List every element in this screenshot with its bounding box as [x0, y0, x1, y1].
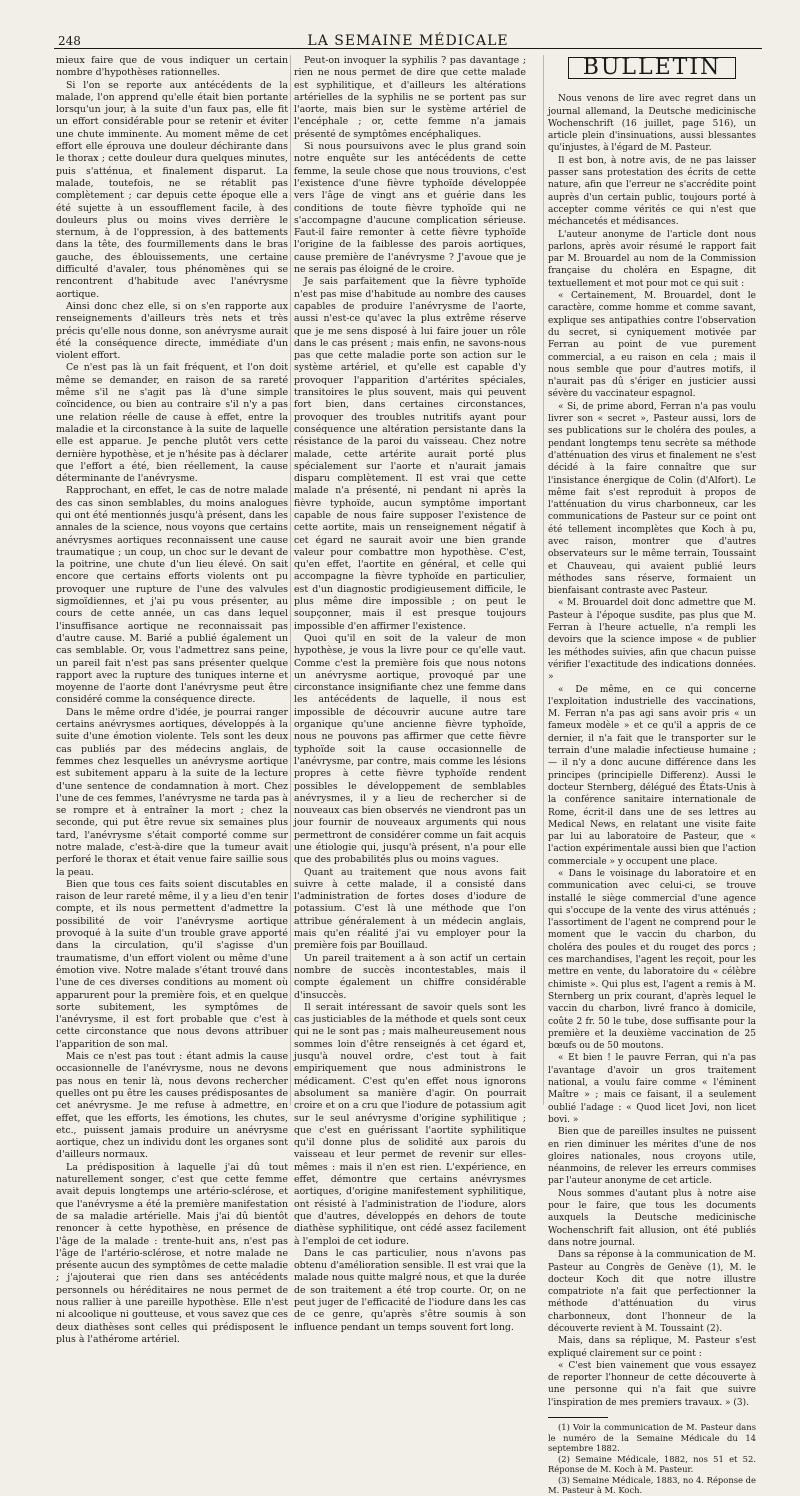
paragraph: Quoi qu'il en soit de la valeur de mon hypothèse, je vous la livre pour ce qu'elle vaut. Comme c'est la première fois que nous notons un anévrysme aortique, provoqué par une circonstance insignifiante chez une femme dans les antécédents de laquelle, il nous est impossible de découvrir aucune autre tare organique qu'une ancienne fièvre typhoïde, nous ne pouvons pas affirmer que cette fièvre typhoïde soit la cause occasionnelle de l'anévrysme, par contre, mais comme les lésions propres à cette fièvre typhoïde rendent possibles le développement de semblables anévrysmes, il y a lieu de rechercher si de nouveaux cas bien observés ne viendront pas un jour fournir de nouveaux arguments qui nous permettront de considérer comme un fait acquis une étiologie qui, jusqu'à présent, n'a pour elle que des probabilités plus ou moins vagues.: [294, 632, 526, 866]
column-divider: [290, 55, 291, 1105]
paragraph: Quant au traitement que nous avons fait suivre à cette malade, il a consisté dans l'administration de fortes doses d'iodure de potassium. C'est là une méthode que l'on attribue généralement à un médecin anglais, mais qu'en réalité j'ai vu employer pour la première fois par Bouillaud.: [294, 866, 526, 952]
paragraph: Un pareil traitement a à son actif un certain nombre de succès incontestables, mais il compte également un chiffre considérable d'insuccès.: [294, 952, 526, 1001]
page-number: 248: [58, 34, 81, 48]
paragraph: Si l'on se reporte aux antécédents de la malade, l'on apprend qu'elle était bien portante lorsqu'un jour, à la suite d'un faux pas, elle fit un effort considérable pour se retenir et éviter une chute imminente. Au moment même de cet effort elle éprouva une douleur déchirante dans le thorax ; cette douleur dura quelques minutes, puis s'atténua, et finalement disparut. La malade, toutefois, ne se rétablit pas complètement ; car depuis cette époque elle a été sujette à un essoufflement facile, à des douleurs plus ou moins vives derrière le sternum, à de l'oppression, à des battements dans la tête, des fourmillements dans le bras gauche, des éblouissements, une certaine difficulté d'avaler, tous phénomènes qui se rencontrent d'habitude avec l'anévrysme aortique.: [56, 79, 288, 300]
page-header: [54, 6, 762, 49]
quote-paragraph: « C'est bien vainement que vous essayez de reporter l'honneur de cette découverte à une personne qui n'a fait que suivre l'inspiration de mes premiers travaux. » (3).: [548, 1360, 756, 1408]
paragraph: Dans le même ordre d'idée, je pourrai ranger certains anévrysmes aortiques, développés à la suite d'une émotion violente. Tels sont les deux cas publiés par des médecins anglais, de femmes chez lesquelles un anévrysme aortique est subitement apparu à la suite de la lecture d'une sentence de condamnation à mort. Chez l'une de ces femmes, l'anévrysme ne tarda pas à se rompre et à entraîner la mort ; chez la seconde, qui put être revue six semaines plus tard, l'anévrysme s'était comporté comme sur notre malade, c'est-à-dire que la tumeur avait perforé le thorax et était venue faire saillie sous la peau.: [56, 706, 288, 878]
paragraph: Il serait intéressant de savoir quels sont les cas justiciables de la méthode et quels sont ceux qui ne le sont pas ; mais malheureusement nous sommes loin d'être renseignés à cet égard et, jusqu'à nouvel ordre, c'est tout à fait empiriquement que nous administrons le médicament. C'est qu'en effet nous ignorons absolument sa manière d'agir. On pourrait croire et on a cru que l'iodure de potassium agit sur le seul anévrysme d'origine syphilitique ; que c'est en guérissant l'aortite syphilitique qu'il donne plus de solidité aux parois du vaisseau et leur permet de revenir sur elles-mêmes : mais il n'en est rien. L'expérience, en effet, démontre que certains anévrysmes aortiques, d'origine manifestement syphilitique, ont résisté à l'administration de l'iodure, alors que d'autres, développés en dehors de toute diathèse syphilitique, ont cédé assez facilement à l'emploi de cet iodure.: [294, 1001, 526, 1247]
paragraph: Il est bon, à notre avis, de ne pas laisser passer sans protestation des écrits de cette nature, afin que l'erreur ne s'accrédite point auprès d'un certain public, toujours porté à accepter comme vérités ce qui n'est que méchancetés et médisances.: [548, 155, 756, 228]
header-rule: [54, 48, 762, 49]
paragraph: Nous venons de lire avec regret dans un journal allemand, la Deutsche medicinische Wochenschrift (16 juillet, page 516), un article plein d'insinuations, aussi blessantes qu'injustes, à l'égard de M. Pasteur.: [548, 94, 756, 154]
paragraph: Si nous poursuivons avec le plus grand soin notre enquête sur les antécédents de cette femme, la seule chose que nous trouvions, c'est l'existence d'une fièvre typhoïde développée vers l'âge de vingt ans et guérie dans les conditions de toute fièvre typhoïde qui ne s'accompagne d'aucune complication sérieuse. Faut-il faire remonter à cette fièvre typhoïde l'origine de la faiblesse des parois aortiques, cause première de l'anévrysme ? J'avoue que je ne serais pas éloigné de le croire.: [294, 141, 526, 276]
paragraph: La prédisposition à laquelle j'ai dû tout naturellement songer, c'est que cette femme avait depuis longtemps une artério-sclérose, et que l'anévrysme a été la première manifestation de sa maladie artérielle. Mais j'ai dû bientôt renoncer à cette hypothèse, en présence de l'âge de la malade : trente-huit ans, n'est pas l'âge de l'artério-sclérose, et notre malade ne présente aucun des symptômes de cette maladie ; j'ajouterai que rien dans ses antécédents personnels ou héréditaires ne nous permet de nous rallier à une pareille hypothèse. Elle n'est ni alcoolique ni goutteuse, et vous savez que ces deux diathèses sont celles qui prédisposent le plus à l'athérome artériel.: [56, 1161, 288, 1345]
text-column-middle: [294, 55, 526, 1333]
paragraph: Ce n'est pas là un fait fréquent, et l'on doit même se demander, en raison de sa rareté même s'il ne s'agit pas là d'une simple coïncidence, ou bien au contraire s'il n'y a pas une relation réelle de cause à effet, entre la maladie et la circonstance à la suite de laquelle elle est apparue. Je penche plutôt vers cette dernière hypothèse, et je n'hésite pas à déclarer que l'effort a été, bien réellement, la cause déterminante de l'anévrysme.: [56, 362, 288, 485]
quote-paragraph: « Dans le voisinage du laboratoire et en communication avec celui-ci, se trouve installé le siège commercial d'une agence qui s'occupe de la vente des virus atténués ; l'assortiment de l'agent ne comprend pour le moment que le vaccin du charbon, du choléra des poules et du rouget des porcs ; ces marchandises, l'agent les reçoit, pour les mettre en vente, du laboratoire du « célèbre chimiste ». Qui plus est, l'agent a remis à M. Sternberg un prix courant, d'après lequel le vaccin du charbon, livré franco à domicile, coûte 2 fr. 50 le tube, dose suffisante pour la première et la deuxième vaccination de 25 bœufs ou de 50 moutons.: [548, 869, 756, 1052]
quote-paragraph: « M. Brouardel doit donc admettre que M. Pasteur à l'époque susdite, pas plus que M. Ferran à l'heure actuelle, n'a rempli les devoirs que la science impose « de publier les méthodes suivies, afin que chacun puisse vérifier l'exactitude des indications données. »: [548, 598, 756, 683]
footnote: (2) Semaine Médicale, 1882, nos 51 et 52. Réponse de M. Koch à M. Pasteur.: [548, 1453, 756, 1475]
quote-paragraph: « De même, en ce qui concerne l'exploitation industrielle des vaccinations, M. Ferran n'a pas agi sans avoir pris « un fameux modèle » et ce qu'il a appris de ce dernier, il n'a fait que le transporter sur le terrain d'une maladie infectieuse humaine ; — il n'y a donc aucune différence dans les principes (principielle Differenz). Aussi le docteur Sternberg, délégué des États-Unis à la conférence sanitaire internationale de Rome, écrit-il dans une de ses lettres au Medical News, en relatant une visite faite par lui au laboratoire de Pasteur, que « l'action expérimentale aussi bien que l'action commerciale » y occupent une place.: [548, 684, 756, 867]
column-divider: [543, 55, 544, 1105]
paragraph: Peut-on invoquer la syphilis ? pas davantage ; rien ne nous permet de dire que cette malade est syphilitique, et d'ailleurs les altérations artérielles de la syphilis ne se portent pas sur l'aorte, mais bien sur le système artériel de l'encéphale ; or, cette femme n'a jamais présenté de symptômes encéphaliques.: [294, 55, 526, 140]
paragraph: Dans sa réponse à la communication de M. Pasteur au Congrès de Genève (1), M. le docteur Koch dit que notre illustre compatriote n'a fait que perfectionner la méthode d'atténuation du virus charbonneux, dont l'honneur de la découverte revient à M. Toussaint (2).: [548, 1250, 756, 1334]
paragraph: Rapprochant, en effet, le cas de notre malade des cas sinon semblables, du moins analogues qui ont été mentionnés jusqu'à présent, dans les annales de la science, nous voyons que certains anévrysmes aortiques reconnaissent une cause traumatique ; un coup, un choc sur le devant de la poitrine, une chute d'un lieu élevé. On sait encore que certains efforts violents ont pu provoquer une rupture de l'une des valvules sigmoïdiennes, et j'ai pu vous présenter, au cours de cette année, un cas dans lequel l'insuffisance aortique ne reconnaissait pas d'autre cause. M. Barié a publié également un cas semblable. Or, vous l'admettrez sans peine, un pareil fait n'est pas sans présenter quelque rapport avec la rupture des tuniques interne et moyenne de l'aorte dont l'anévrysme peut être considéré comme la conséquence directe.: [56, 485, 288, 706]
paragraph: Nous sommes d'autant plus à notre aise pour le faire, que tous les documents auxquels la Deutsche medicinische Wochenschrift fait allusion, ont été publiés dans notre journal.: [548, 1188, 756, 1248]
quote-paragraph: « Si, de prime abord, Ferran n'a pas voulu livrer son « secret », Pasteur aussi, lors de ses publications sur le choléra des poules, a pendant longtemps tenu secrète sa méthode d'atténuation des virus et finalement ne s'est décidé à la faire connaître que sur l'insistance énergique de Colin (d'Alfort). Le même fait s'est reproduit à propos de l'atténuation du virus charbonneux, car les communications de Pasteur sur ce point ont été tellement incomplètes que Koch à pu, avec raison, montrer que d'autres observateurs sur le même terrain, Toussaint et Chauveau, qui avaient publié leurs méthodes sans réserve, formaient un bienfaisant contraste avec Pasteur.: [548, 401, 756, 597]
paragraph: Je sais parfaitement que la fièvre typhoïde n'est pas mise d'habitude au nombre des causes capables de produire l'anévrysme de l'aorte, aussi n'est-ce qu'avec la plus extrême réserve que je me sens disposé à lui faire jouer un rôle dans le cas présent ; mais enfin, ne savons-nous pas que cette maladie porte son action sur le système artériel, et qu'elle est capable d'y provoquer l'apparition d'artérites spéciales, transitoires le plus souvent, mais qui peuvent fort bien, dans certaines circonstances, provoquer des troubles nutritifs ayant pour conséquence une altération persistante dans la résistance de la paroi du vaisseau. Chez notre malade, cette artérite aurait porté plus spécialement sur l'aorte et n'aurait jamais disparu complètement. Il est vrai que cette malade n'a présenté, ni pendant ni après la fièvre typhoïde, aucun symptôme important capable de nous faire supposer l'existence de cette aortite, mais un renseignement négatif à cet égard ne saurait avoir une bien grande valeur pour combattre mon hypothèse. C'est, qu'en effet, l'aortite en général, et celle qui accompagne la fièvre typhoïde en particulier, est d'un diagnostic prodigieusement difficile, le plus même dire impossible ; on peut le soupçonner, mais il est presque toujours impossible d'en affirmer l'existence.: [294, 276, 526, 632]
paragraph: mieux faire que de vous indiquer un certain nombre d'hypothèses rationnelles.: [56, 55, 288, 79]
footnote-rule: [548, 1417, 608, 1418]
text-column-left: [56, 55, 288, 1345]
quote-paragraph: « Certainement, M. Brouardel, dont le caractère, comme homme et comme savant, explique ses antipathies contre l'observation du secret, si cyniquement motivée par Ferran au point de vue purement commercial, a eu raison en cela ; mais il nous semble que pour d'autres motifs, il n'aurait pas dû s'ériger en justicier aussi sévère du vaccinateur espagnol.: [548, 291, 756, 400]
bulletin-heading: BULLETIN: [568, 57, 736, 79]
quote-paragraph: « Et bien ! le pauvre Ferran, qui n'a pas l'avantage d'avoir un gros traitement national, a voulu faire comme « l'éminent Maître » ; mais ce faisant, il a seulement oublié l'adage : « Quod licet Jovi, non licet bovi. »: [548, 1053, 756, 1125]
paragraph: L'auteur anonyme de l'article dont nous parlons, après avoir résumé le rapport fait par M. Brouardel au nom de la Commission française du choléra en Espagne, dit textuellement et mot pour mot ce qui suit :: [548, 229, 756, 289]
footnote: (1) Voir la communication de M. Pasteur dans le numéro de la Semaine Médicale du 14 septembre 1882.: [548, 1422, 756, 1454]
footnote: (3) Semaine Médicale, 1883, no 4. Réponse de M. Pasteur à M. Koch.: [548, 1474, 756, 1496]
paragraph: Mais ce n'est pas tout : étant admis la cause occasionnelle de l'anévrysme, nous ne devons pas nous en tenir là, nous devons rechercher quelles ont pu être les causes prédisposantes de cet anévrysme. Je me refuse à admettre, en effet, que les efforts, les émotions, les chutes, etc., puissent jamais produire un anévrysme aortique, chez un individu dont les organes sont d'ailleurs normaux.: [56, 1051, 288, 1161]
journal-title: LA SEMAINE MÉDICALE: [307, 33, 509, 49]
paragraph: Ainsi donc chez elle, si on s'en rapporte aux renseignements d'ailleurs très nets et très précis qu'elle nous donne, son anévrysme aurait été la conséquence directe, immédiate d'un violent effort.: [56, 300, 288, 362]
paragraph: Dans le cas particulier, nous n'avons pas obtenu d'amélioration sensible. Il est vrai que la malade nous quitte malgré nous, et que la durée de son traitement a été trop courte. Or, on ne peut juger de l'efficacité de l'iodure dans les cas de ce genre, qu'après s'être soumis à son influence pendant un temps souvent fort long.: [294, 1247, 526, 1333]
paragraph: Mais, dans sa réplique, M. Pasteur s'est expliqué clairement sur ce point :: [548, 1336, 756, 1359]
paragraph: Bien que de pareilles insultes ne puissent en rien diminuer les mérites d'une de nos gloires nationales, nous croyons utile, néanmoins, de relever les erreurs commises par l'auteur anonyme de cet article.: [548, 1127, 756, 1187]
text-column-right: [548, 55, 756, 1496]
paragraph: Bien que tous ces faits soient discutables en raison de leur rareté même, il y a lieu d'en tenir compte, et ils nous permettent d'admettre la possibilité de voir l'anévrysme aortique provoqué à la suite d'un trouble grave apporté dans la circulation, qu'il s'agisse d'un traumatisme, d'un effort violent ou même d'une émotion vive. Notre malade s'étant trouvé dans l'une de ces diverses conditions au moment où apparurent pour la première fois, et en quelque sorte subitement, les symptômes de l'anévrysme, il est fort probable que c'est à cette circonstance que nous devons attribuer l'apparition de son mal.: [56, 878, 288, 1050]
